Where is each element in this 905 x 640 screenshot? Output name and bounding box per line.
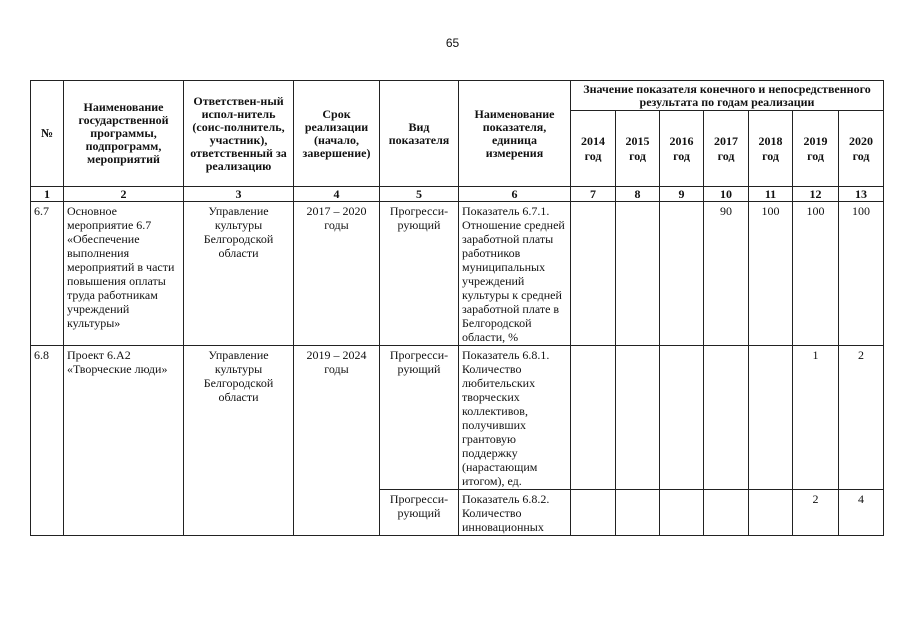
program-name: Проект 6.А2 «Творческие люди» (64, 346, 184, 536)
indicator-table (30, 80, 884, 536)
header-values-group: Значение показателя конечного и непосредственного результата по годам реализации (571, 81, 884, 111)
table-row (31, 202, 884, 346)
column-number: 4 (294, 187, 380, 202)
value-2020: 4 (839, 490, 884, 536)
column-number: 9 (660, 187, 704, 202)
column-number: 5 (380, 187, 459, 202)
header-year-2017: 2017 год (704, 111, 749, 187)
value-2018 (749, 346, 793, 490)
value-2015 (616, 490, 660, 536)
column-number: 13 (839, 187, 884, 202)
table-row (31, 346, 884, 490)
value-2019: 1 (793, 346, 839, 490)
header-number: № (31, 81, 64, 187)
column-number: 8 (616, 187, 660, 202)
value-2014 (571, 490, 616, 536)
value-2016 (660, 490, 704, 536)
program-name: Основное мероприятие 6.7 «Обеспечение выполнения мероприятий в части повышения оплаты труда работникам учреждений культуры» (64, 202, 184, 346)
header-year-2015: 2015 год (616, 111, 660, 187)
term: 2017 – 2020 годы (294, 202, 380, 346)
header-year-2016: 2016 год (660, 111, 704, 187)
indicator-type: Прогресси-рующий (380, 346, 459, 490)
column-number: 3 (184, 187, 294, 202)
value-2016 (660, 202, 704, 346)
indicator-name: Показатель 6.7.1. Отношение средней заработной платы работников муниципальных учреждений культуры к средней заработной плате в Белгородской области, % (459, 202, 571, 346)
value-2020: 100 (839, 202, 884, 346)
indicator-type: Прогресси-рующий (380, 490, 459, 536)
value-2020: 2 (839, 346, 884, 490)
value-2019: 100 (793, 202, 839, 346)
column-number: 12 (793, 187, 839, 202)
header-year-2014: 2014 год (571, 111, 616, 187)
column-numbers-row (31, 187, 884, 202)
value-2017 (704, 346, 749, 490)
column-number: 6 (459, 187, 571, 202)
indicator-name: Показатель 6.8.1. Количество любительских творческих коллективов, получивших грантовую поддержку (нарастающим итогом), ед. (459, 346, 571, 490)
column-number: 11 (749, 187, 793, 202)
header-indicator-type: Вид показателя (380, 81, 459, 187)
header-term: Срок реализации (начало, завершение) (294, 81, 380, 187)
value-2015 (616, 202, 660, 346)
row-number: 6.8 (31, 346, 64, 536)
row-number: 6.7 (31, 202, 64, 346)
header-year-2019: 2019 год (793, 111, 839, 187)
indicator-name: Показатель 6.8.2. Количество инновационных (459, 490, 571, 536)
value-2019: 2 (793, 490, 839, 536)
page-number: 65 (445, 36, 460, 50)
responsible: Управление культуры Белгородской области (184, 346, 294, 536)
column-number: 10 (704, 187, 749, 202)
responsible: Управление культуры Белгородской области (184, 202, 294, 346)
value-2017 (704, 490, 749, 536)
value-2017: 90 (704, 202, 749, 346)
header-year-2020: 2020 год (839, 111, 884, 187)
value-2014 (571, 202, 616, 346)
indicator-type: Прогресси-рующий (380, 202, 459, 346)
term: 2019 – 2024 годы (294, 346, 380, 536)
value-2014 (571, 346, 616, 490)
column-number: 7 (571, 187, 616, 202)
value-2018: 100 (749, 202, 793, 346)
value-2015 (616, 346, 660, 490)
value-2018 (749, 490, 793, 536)
header-indicator-name: Наименование показателя, единица измерения (459, 81, 571, 187)
column-number: 1 (31, 187, 64, 202)
header-program-name: Наименование государственной программы, подпрограмм, мероприятий (64, 81, 184, 187)
value-2016 (660, 346, 704, 490)
header-year-2018: 2018 год (749, 111, 793, 187)
column-number: 2 (64, 187, 184, 202)
header-responsible: Ответствен-ный испол-нитель (соис-полнитель, участник), ответственный за реализацию (184, 81, 294, 187)
